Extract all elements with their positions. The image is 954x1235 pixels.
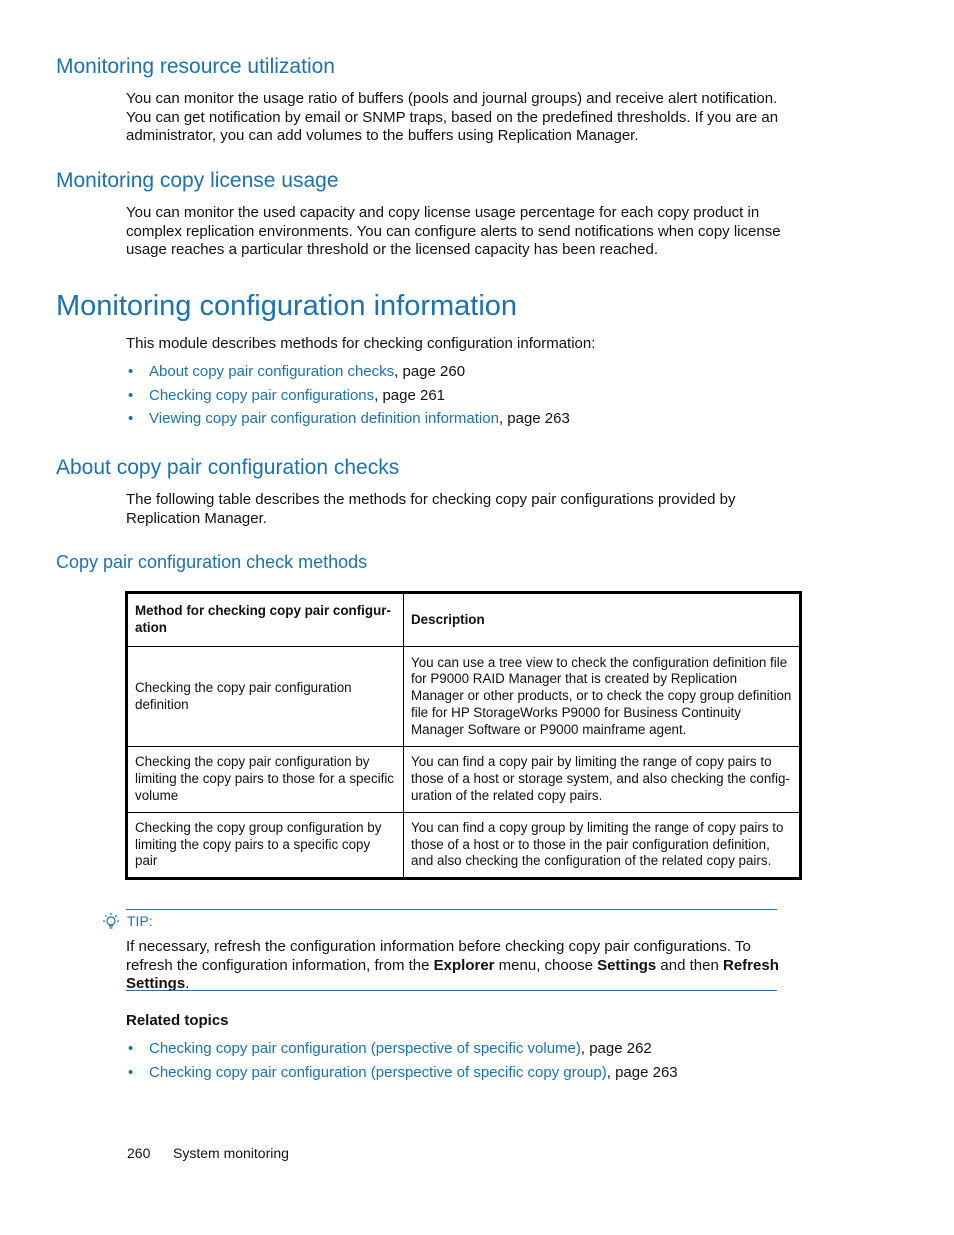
bullet: •	[128, 1063, 134, 1081]
page-ref: , page 263	[606, 1063, 678, 1081]
related-topics-list	[126, 1039, 826, 1086]
table-row	[127, 647, 801, 747]
list-item	[126, 1039, 826, 1063]
bullet: •	[128, 1040, 134, 1057]
page-title: Monitoring configuration information	[56, 290, 518, 322]
methods-table	[125, 591, 802, 880]
link-viewing-copy-pair-configuration-definition[interactable]: Viewing copy pair configuration definition information	[149, 410, 499, 427]
related-topics-heading: Related topics	[126, 1012, 229, 1029]
link-perspective-specific-copy-group[interactable]: Checking copy pair configuration (perspective of specific copy group)	[149, 1063, 607, 1081]
tip-top-rule	[126, 909, 777, 910]
bullet: •	[128, 410, 134, 427]
page-ref: , page 263	[498, 410, 570, 427]
cell-method: Checking the copy pair configuration definition	[127, 647, 404, 747]
cell-description: You can find a copy pair by limiting the range of copy pairs to those of a host or storage system, and also checking the config-uration of the related copy pairs.	[404, 747, 801, 813]
link-checking-copy-pair-configurations[interactable]: Checking copy pair configurations	[149, 386, 375, 404]
column-header-method: Method for checking copy pair configur-ation	[127, 593, 404, 647]
page-ref: , page 260	[394, 363, 466, 380]
footer-section-title: System monitoring	[173, 1145, 289, 1161]
about-body: The following table describes the methods for checking copy pair configurations provided by Replication Manager.	[126, 491, 736, 527]
heading-about-copy-pair-configuration-checks: About copy pair configuration checks	[56, 456, 400, 479]
bullet: •	[128, 363, 134, 380]
config-link-list	[126, 362, 826, 433]
list-item	[126, 362, 826, 386]
bullet: •	[128, 386, 134, 404]
settings-menu-name: Settings	[597, 956, 657, 974]
page-ref: , page 261	[374, 386, 446, 404]
tip-bottom-rule	[126, 990, 777, 991]
heading-copy-pair-configuration-check-methods: Copy pair configuration check methods	[56, 552, 368, 572]
cell-description: You can find a copy group by limiting the range of copy pairs to those of a host or to those in the pair configuration definition, and also checking the configuration of the related copy pairs.	[404, 813, 801, 879]
table-row	[127, 813, 801, 879]
cell-method: Checking the copy pair configuration by limiting the copy pairs to those for a specific volume	[127, 747, 404, 813]
explorer-menu-name: Explorer	[433, 956, 495, 974]
lightbulb-icon	[101, 912, 121, 932]
list-item	[126, 386, 826, 410]
table-row	[127, 747, 801, 813]
heading-monitoring-resource-utilization: Monitoring resource utilization	[56, 55, 335, 78]
list-item	[126, 1063, 826, 1087]
cell-method: Checking the copy group configuration by limiting the copy pairs to a specific copy pair	[127, 813, 404, 879]
resource-utilization-body: You can monitor the usage ratio of buffers (pools and journal groups) and receive alert notification. You can get notification by email or SNMP traps, based on the predefined thresholds. If you are an administrator, you can add volumes to the buffers using Replication Manager.	[126, 90, 779, 145]
heading-monitoring-copy-license-usage: Monitoring copy license usage	[56, 169, 339, 192]
list-item	[126, 409, 826, 433]
table-header-row	[127, 593, 801, 647]
page-ref: , page 262	[580, 1040, 652, 1057]
tip-text: If necessary, refresh the configuration information before checking copy pair configurations. To refresh the configuration information, from the Explorer menu, choose Settings and then Refresh Settings.	[126, 938, 779, 993]
tip-label: TIP:	[127, 913, 153, 929]
config-intro: This module describes methods for checking configuration information:	[126, 335, 596, 352]
link-about-copy-pair-configuration-checks[interactable]: About copy pair configuration checks	[149, 363, 395, 380]
cell-description: You can use a tree view to check the configuration definition file for P9000 RAID Manager that is created by Replication Manager or other products, or to check the copy group definition file for HP StorageWorks P9000 for Business Continuity Manager Software or P9000 mainframe agent.	[404, 647, 801, 747]
footer-page-number: 260	[127, 1145, 151, 1161]
link-perspective-specific-volume[interactable]: Checking copy pair configuration (perspective of specific volume)	[149, 1040, 581, 1057]
copy-license-body: You can monitor the used capacity and copy license usage percentage for each copy product in complex replication environments. You can configure alerts to send notifications when copy license usage reaches a particular threshold or the licensed capacity has been reached.	[126, 204, 781, 259]
column-header-description: Description	[404, 593, 801, 647]
refresh-settings-name: Refresh Settings	[126, 956, 779, 993]
